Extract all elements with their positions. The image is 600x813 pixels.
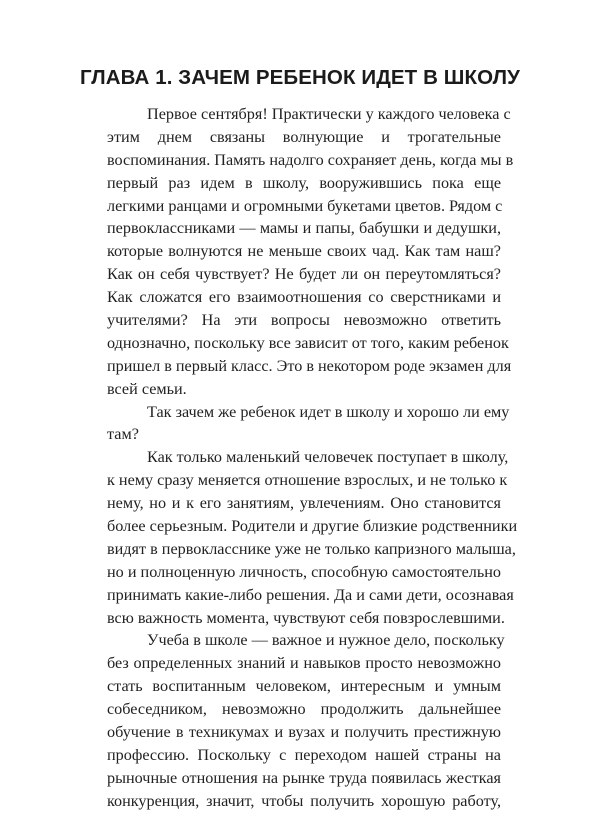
text-line: обучение в техникумах и вузах и получить престижную (107, 723, 501, 742)
text-line: конкуренция, значит, чтобы получить хорошую работу, (107, 791, 501, 810)
text-line: учителями? На эти вопросы невозможно ответить (107, 311, 501, 330)
text-line: первоклассниками — мамы и папы, бабушки и дедушки, (107, 219, 501, 238)
text-line: там? (107, 425, 139, 444)
text-line: всю важность момента, чувствуют себя повзрослевшими. (107, 608, 505, 627)
text-line: более серьезным. Родители и другие близкие родственники (107, 517, 518, 536)
text-line: профессию. Поскольку с переходом нашей страны на (107, 745, 501, 764)
text-line: к нему сразу меняется отношение взрослых, и не только к (107, 471, 508, 490)
text-line: принимать какие-либо решения. Да и сами дети, осознавая (107, 585, 514, 604)
chapter-title: ГЛАВА 1. ЗАЧЕМ РЕБЕНОК ИДЕТ В ШКОЛУ (80, 66, 520, 89)
chapter-body-text (107, 103, 518, 813)
text-line: которые волнуются не меньше своих чад. Как там наш? (107, 242, 501, 261)
text-line: однозначно, поскольку все зависит от того, каким ребенок (107, 333, 509, 352)
text-line: пришел в первый класс. Это в некотором роде экзамен для (107, 356, 512, 375)
text-line: всей семьи. (107, 379, 187, 398)
text-line: Как он себя чувствует? Не будет ли он переутомляться? (107, 265, 501, 284)
text-line: Как только маленький человечек поступает в школу, (147, 448, 509, 467)
text-line: Первое сентября! Практически у каждого человека с (147, 105, 511, 123)
text-line: этим днем связаны волнующие и трогательные (107, 127, 501, 146)
text-line: видят в первокласснике уже не только капризного малыша, (107, 539, 516, 558)
text-line: рыночные отношения на рынке труда появилась жесткая (107, 768, 501, 787)
text-line: легкими ранцами и огромными букетами цветов. Рядом с (107, 196, 503, 215)
text-line: Так зачем же ребенок идет в школу и хорошо ли ему (147, 402, 510, 421)
text-line: Учеба в школе — важное и нужное дело, поскольку (147, 631, 505, 650)
text-line: собеседником, невозможно продолжить дальнейшее (107, 700, 501, 719)
text-line: без определенных знаний и навыков просто невозможно (107, 654, 501, 673)
text-line: но и полноценную личность, способную самостоятельно (107, 562, 501, 581)
text-line: воспоминания. Память надолго сохраняет день, когда мы в (107, 150, 514, 169)
text-line: первый раз идем в школу, вооружившись пока еще (107, 173, 501, 192)
text-line: нему, но и к его занятиям, увлечениям. Оно становится (107, 494, 501, 513)
text-line: стать воспитанным человеком, интересным и умным (107, 677, 501, 696)
text-line: Как сложатся его взаимоотношения со сверстниками и (107, 288, 501, 307)
